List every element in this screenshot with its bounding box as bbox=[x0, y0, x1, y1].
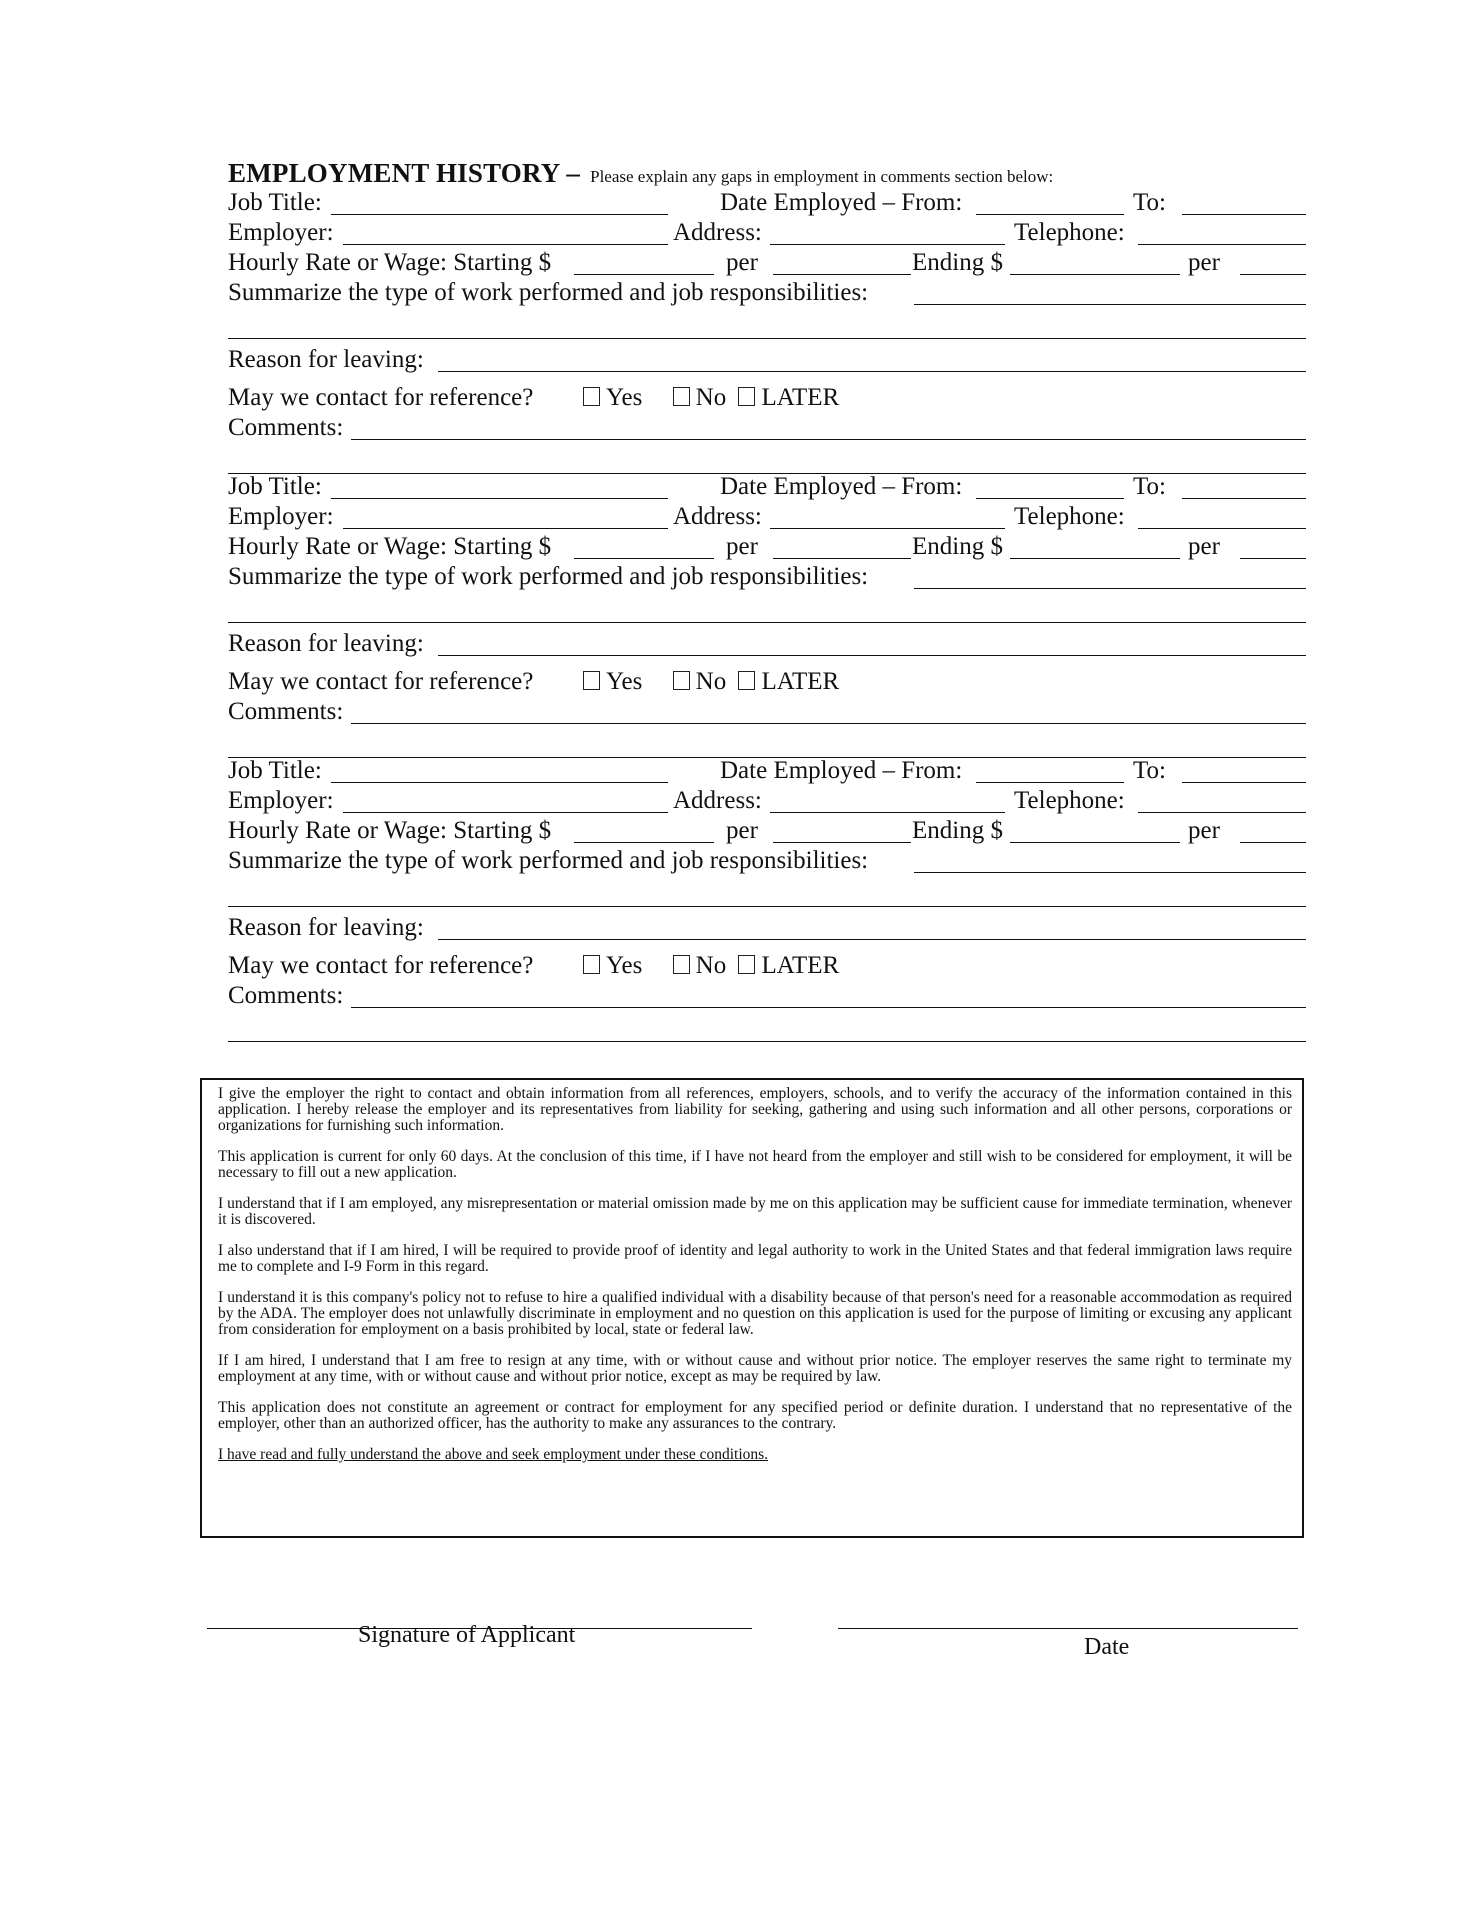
yes-checkbox[interactable] bbox=[583, 671, 600, 690]
summarize-field[interactable] bbox=[914, 304, 1306, 305]
option-yes[interactable] bbox=[583, 384, 642, 411]
ending-wage-field[interactable] bbox=[1010, 842, 1180, 843]
yes-checkbox[interactable] bbox=[583, 387, 600, 406]
ending-wage-label: Ending $ bbox=[912, 249, 1003, 276]
comments-label: Comments: bbox=[228, 982, 344, 1009]
comments-field[interactable] bbox=[351, 723, 1306, 724]
job-title-field[interactable] bbox=[331, 782, 668, 783]
contact-reference-label: May we contact for reference? bbox=[228, 668, 534, 695]
no-label: No bbox=[695, 384, 727, 411]
option-yes[interactable] bbox=[583, 668, 642, 695]
later-label: LATER bbox=[761, 668, 840, 695]
contact-reference-options bbox=[583, 951, 863, 981]
job-title-field[interactable] bbox=[331, 498, 668, 499]
ending-wage-field[interactable] bbox=[1010, 274, 1180, 275]
address-field[interactable] bbox=[770, 528, 1005, 529]
address-field[interactable] bbox=[770, 244, 1005, 245]
job-title-label: Job Title: bbox=[228, 189, 322, 216]
date-from-field[interactable] bbox=[976, 498, 1124, 499]
hourly-rate-label: Hourly Rate or Wage: Starting $ bbox=[228, 533, 552, 560]
summarize-field[interactable] bbox=[914, 872, 1306, 873]
telephone-label: Telephone: bbox=[1014, 787, 1125, 814]
terms-references: I give the employer the right to contact and obtain information from all references, employers, schools, and to verify the accuracy of the information contained in this application. I hereby release the employer and its representatives from liability for seeking, gathering and using such information and all other persons, corporations or organizations for furnishing such information. bbox=[218, 1085, 1292, 1134]
later-label: LATER bbox=[761, 952, 840, 979]
terms-box bbox=[200, 1078, 1304, 1538]
starting-wage-field[interactable] bbox=[574, 274, 714, 275]
employer-field[interactable] bbox=[343, 812, 668, 813]
no-label: No bbox=[695, 952, 727, 979]
starting-per-field[interactable] bbox=[773, 842, 911, 843]
telephone-label: Telephone: bbox=[1014, 503, 1125, 530]
reason-for-leaving-label: Reason for leaving: bbox=[228, 914, 424, 941]
terms-no-contract: This application does not constitute an agreement or contract for employment for any specified period or definite duration. I understand that no representative of the employer, other than an authorized officer, has the authority to make any assurances to the contrary. bbox=[218, 1399, 1292, 1432]
comments-label: Comments: bbox=[228, 698, 344, 725]
date-employed-from-label: Date Employed – From: bbox=[720, 757, 963, 784]
hourly-rate-label: Hourly Rate or Wage: Starting $ bbox=[228, 817, 552, 844]
option-later[interactable] bbox=[738, 668, 839, 695]
date-to-field[interactable] bbox=[1182, 782, 1306, 783]
comments-field[interactable] bbox=[351, 1007, 1306, 1008]
per-label: per bbox=[1188, 817, 1220, 844]
summarize-label: Summarize the type of work performed and job responsibilities: bbox=[228, 563, 869, 590]
reason-for-leaving-field[interactable] bbox=[438, 371, 1306, 372]
no-label: No bbox=[695, 668, 727, 695]
address-label: Address: bbox=[673, 219, 762, 246]
job-title-field[interactable] bbox=[331, 214, 668, 215]
starting-per-field[interactable] bbox=[773, 274, 911, 275]
terms-acknowledgement: I have read and fully understand the above and seek employment under these conditions. bbox=[218, 1446, 769, 1463]
comments-continuation-line[interactable] bbox=[228, 1041, 1306, 1042]
per-label: per bbox=[1188, 533, 1220, 560]
telephone-field[interactable] bbox=[1138, 528, 1306, 529]
yes-label: Yes bbox=[606, 384, 643, 411]
employment-history-header bbox=[228, 158, 1053, 189]
option-no[interactable] bbox=[673, 668, 727, 695]
contact-reference-options bbox=[583, 667, 863, 697]
no-checkbox[interactable] bbox=[673, 671, 690, 690]
per-label: per bbox=[726, 249, 758, 276]
employer-block-3 bbox=[228, 756, 1306, 1042]
date-label: Date bbox=[1084, 1634, 1130, 1660]
yes-label: Yes bbox=[606, 952, 643, 979]
employer-label: Employer: bbox=[228, 787, 334, 814]
terms-validity: This application is current for only 60 days. At the conclusion of this time, if I have not heard from the employer and still wish to be considered for employment, it will be necessary to fill out a new application. bbox=[218, 1148, 1292, 1181]
summarize-field[interactable] bbox=[914, 588, 1306, 589]
telephone-field[interactable] bbox=[1138, 244, 1306, 245]
comments-field[interactable] bbox=[351, 439, 1306, 440]
date-to-field[interactable] bbox=[1182, 214, 1306, 215]
employer-label: Employer: bbox=[228, 219, 334, 246]
per-label: per bbox=[726, 533, 758, 560]
job-title-label: Job Title: bbox=[228, 757, 322, 784]
employer-field[interactable] bbox=[343, 528, 668, 529]
option-no[interactable] bbox=[673, 952, 727, 979]
date-employed-from-label: Date Employed – From: bbox=[720, 473, 963, 500]
reason-for-leaving-label: Reason for leaving: bbox=[228, 630, 424, 657]
telephone-field[interactable] bbox=[1138, 812, 1306, 813]
later-checkbox[interactable] bbox=[738, 955, 755, 974]
option-yes[interactable] bbox=[583, 952, 642, 979]
yes-checkbox[interactable] bbox=[583, 955, 600, 974]
contact-reference-label: May we contact for reference? bbox=[228, 384, 534, 411]
address-field[interactable] bbox=[770, 812, 1005, 813]
option-later[interactable] bbox=[738, 952, 839, 979]
contact-reference-label: May we contact for reference? bbox=[228, 952, 534, 979]
per-label: per bbox=[1188, 249, 1220, 276]
terms-ada: I understand it is this company's policy not to refuse to hire a qualified individual with a disability because of that person's need for a reasonable accommodation as required by the ADA. The employer does not unlawfully discriminate in employment and no question on this application is used for the purpose of limiting or excusing any applicant from consideration for employment on a basis prohibited by local, state or federal law. bbox=[218, 1289, 1292, 1338]
terms-at-will: If I am hired, I understand that I am free to resign at any time, with or without cause and without prior notice. The employer reserves the same right to terminate my employment at any time, with or without cause and without prior notice, except as may be required by law. bbox=[218, 1352, 1292, 1385]
summarize-label: Summarize the type of work performed and job responsibilities: bbox=[228, 279, 869, 306]
date-employed-from-label: Date Employed – From: bbox=[720, 189, 963, 216]
date-from-field[interactable] bbox=[976, 214, 1124, 215]
address-label: Address: bbox=[673, 503, 762, 530]
later-checkbox[interactable] bbox=[738, 671, 755, 690]
starting-wage-field[interactable] bbox=[574, 558, 714, 559]
ending-per-field[interactable] bbox=[1240, 558, 1306, 559]
hourly-rate-label: Hourly Rate or Wage: Starting $ bbox=[228, 249, 552, 276]
to-label: To: bbox=[1133, 189, 1166, 216]
job-title-label: Job Title: bbox=[228, 473, 322, 500]
employer-block-1 bbox=[228, 188, 1306, 474]
signature-label: Signature of Applicant bbox=[358, 1622, 576, 1648]
starting-per-field[interactable] bbox=[773, 558, 911, 559]
to-label: To: bbox=[1133, 757, 1166, 784]
summarize-label: Summarize the type of work performed and job responsibilities: bbox=[228, 847, 869, 874]
comments-label: Comments: bbox=[228, 414, 344, 441]
date-from-field[interactable] bbox=[976, 782, 1124, 783]
employer-field[interactable] bbox=[343, 244, 668, 245]
address-label: Address: bbox=[673, 787, 762, 814]
ending-per-field[interactable] bbox=[1240, 842, 1306, 843]
reason-for-leaving-field[interactable] bbox=[438, 655, 1306, 656]
starting-wage-field[interactable] bbox=[574, 842, 714, 843]
later-checkbox[interactable] bbox=[738, 387, 755, 406]
section-title: EMPLOYMENT HISTORY – bbox=[228, 158, 581, 188]
terms-identity: I also understand that if I am hired, I will be required to provide proof of identity and legal authority to work in the United States and that federal immigration laws require me to complete and I-9 Form in this regard. bbox=[218, 1242, 1292, 1275]
contact-reference-options bbox=[583, 383, 863, 413]
yes-label: Yes bbox=[606, 668, 643, 695]
no-checkbox[interactable] bbox=[673, 387, 690, 406]
option-later[interactable] bbox=[738, 384, 839, 411]
reason-for-leaving-field[interactable] bbox=[438, 939, 1306, 940]
date-line[interactable] bbox=[838, 1628, 1298, 1629]
ending-wage-label: Ending $ bbox=[912, 817, 1003, 844]
employer-block-2 bbox=[228, 472, 1306, 758]
ending-per-field[interactable] bbox=[1240, 274, 1306, 275]
per-label: per bbox=[726, 817, 758, 844]
employer-label: Employer: bbox=[228, 503, 334, 530]
ending-wage-label: Ending $ bbox=[912, 533, 1003, 560]
reason-for-leaving-label: Reason for leaving: bbox=[228, 346, 424, 373]
terms-misrepresentation: I understand that if I am employed, any misrepresentation or material omission made by me on this application may be sufficient cause for immediate termination, whenever it is discovered. bbox=[218, 1195, 1292, 1228]
ending-wage-field[interactable] bbox=[1010, 558, 1180, 559]
to-label: To: bbox=[1133, 473, 1166, 500]
section-note: Please explain any gaps in employment in comments section below: bbox=[590, 167, 1054, 186]
later-label: LATER bbox=[761, 384, 840, 411]
telephone-label: Telephone: bbox=[1014, 219, 1125, 246]
no-checkbox[interactable] bbox=[673, 955, 690, 974]
option-no[interactable] bbox=[673, 384, 727, 411]
date-to-field[interactable] bbox=[1182, 498, 1306, 499]
